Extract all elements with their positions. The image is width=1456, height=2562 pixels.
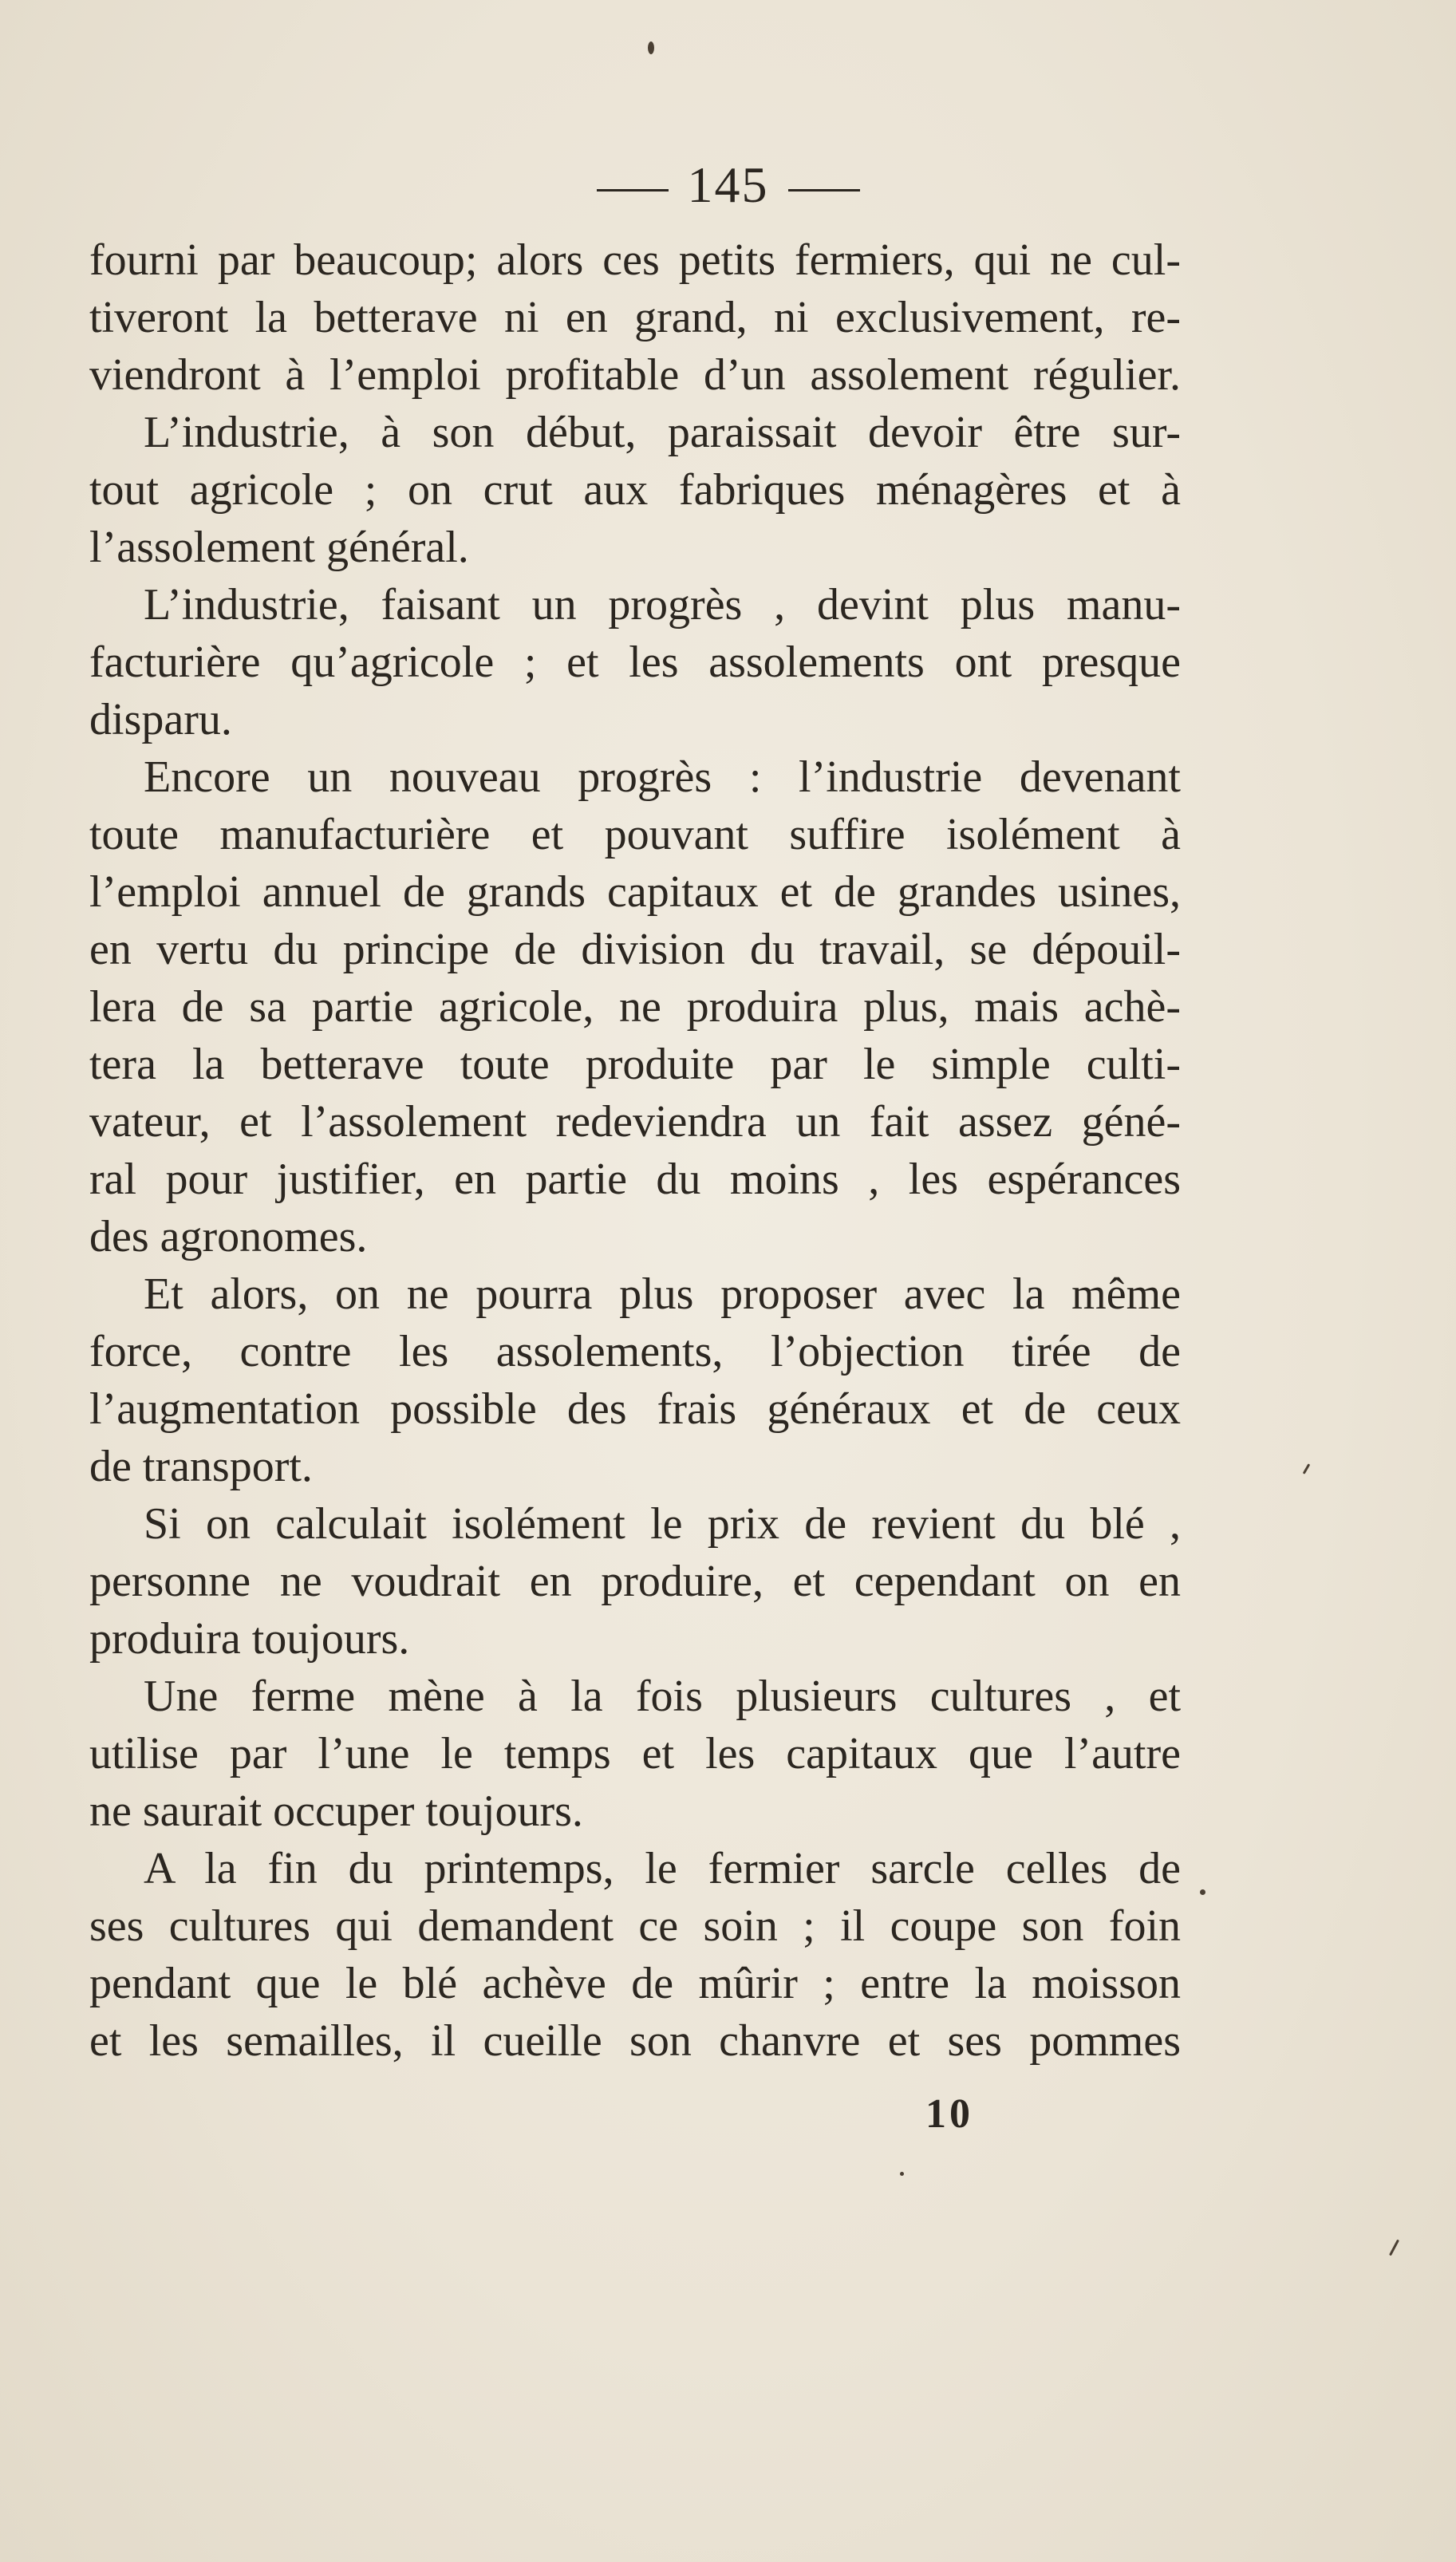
text-line: utilise par l’une le temps et les capitaux que l’autre: [89, 1729, 1181, 1778]
text-line: personne ne voudrait en produire, et cependant on en: [89, 1557, 1181, 1606]
text-line: toute manufacturière et pouvant suffire isolément à: [89, 810, 1181, 859]
page-header: [0, 156, 1456, 215]
text-line: pendant que le blé achève de mûrir ; entre la moisson: [89, 1959, 1181, 2008]
text-line: tiveront la betterave ni en grand, ni exclusivement, re-: [89, 293, 1181, 342]
text-line: vateur, et l’assolement redeviendra un fait assez géné-: [89, 1097, 1181, 1147]
text-line: Une ferme mène à la fois plusieurs cultures , et: [144, 1672, 1181, 1721]
text-line: force, contre les assolements, l’objection tirée de: [89, 1327, 1181, 1376]
header-dash-right: [788, 189, 860, 191]
text-line: viendront à l’emploi profitable d’un assolement régulier.: [89, 350, 1181, 400]
page-number: 145: [687, 156, 769, 213]
text-line: Encore un nouveau progrès : l’industrie devenant: [144, 752, 1181, 802]
text-line: fourni par beaucoup; alors ces petits fermiers, qui ne cul-: [89, 235, 1181, 285]
text-line: Et alors, on ne pourra plus proposer avec la même: [144, 1269, 1181, 1319]
header-dash-left: [597, 189, 669, 191]
text-line: A la fin du printemps, le fermier sarcle celles de: [144, 1844, 1181, 1893]
text-line: disparu.: [89, 695, 232, 744]
text-line: Si on calculait isolément le prix de revient du blé ,: [144, 1499, 1181, 1549]
text-line: et les semailles, il cueille son chanvre et ses pommes: [89, 2016, 1181, 2066]
text-line: l’assolement général.: [89, 523, 469, 572]
text-line: ne saurait occuper toujours.: [89, 1786, 583, 1836]
text-line: facturière qu’agricole ; et les assolements ont presque: [89, 638, 1181, 687]
ink-speck: [1200, 1889, 1205, 1895]
text-line: ral pour justifier, en partie du moins , les espérances: [89, 1155, 1181, 1204]
text-line: l’augmentation possible des frais généraux et de ceux: [89, 1384, 1181, 1434]
ink-speck: [900, 2172, 904, 2176]
ink-speck: [648, 41, 654, 54]
text-line: lera de sa partie agricole, ne produira plus, mais achè-: [89, 982, 1181, 1032]
text-line: L’industrie, faisant un progrès , devint plus manu-: [144, 580, 1181, 630]
page-text: [89, 231, 1181, 2070]
text-line: L’industrie, à son début, paraissait devoir être sur-: [144, 408, 1181, 457]
text-line: l’emploi annuel de grands capitaux et de grandes usines,: [89, 867, 1181, 917]
text-line: ses cultures qui demandent ce soin ; il coupe son foin: [89, 1901, 1181, 1951]
text-line: de transport.: [89, 1442, 313, 1491]
signature-mark: 10: [925, 2091, 973, 2137]
text-line: des agronomes.: [89, 1212, 368, 1261]
text-line: tera la betterave toute produite par le simple culti-: [89, 1040, 1181, 1089]
text-line: tout agricole ; on crut aux fabriques ménagères et à: [89, 465, 1181, 515]
text-line: produira toujours.: [89, 1614, 410, 1664]
text-line: en vertu du principe de division du travail, se dépouil-: [89, 925, 1181, 974]
